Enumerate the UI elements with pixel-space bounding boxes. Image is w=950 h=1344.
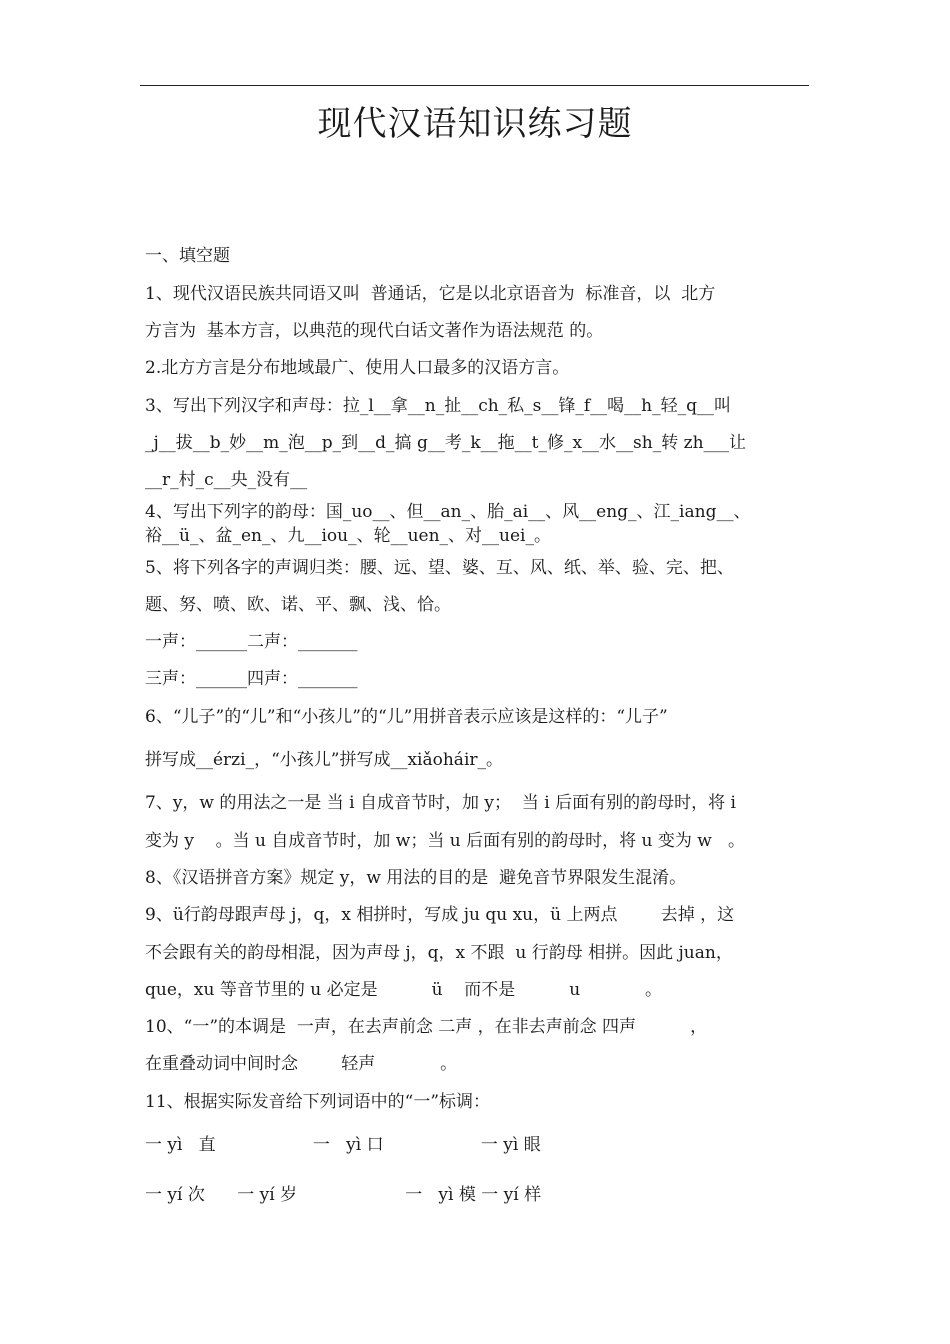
question-3-line-3: __r_村_c__央_没有__: [145, 470, 308, 490]
question-7-line-1: 7、y，w 的用法之一是 当 i 自成音节时，加 y； 当 i 后面有别的韵母时，将 i: [145, 793, 736, 813]
question-7-line-2: 变为 y 。当 u 自成音节时，加 w；当 u 后面有别的韵母时，将 u 变为 w 。: [145, 831, 746, 851]
question-3-line-1: 3、写出下列汉字和声母：拉_l__拿__n_扯__ch_私_s__锋_f__喝__h_轻_q__叫: [145, 396, 732, 416]
question-11: 11、根据实际发音给下列词语中的“一”标调：: [145, 1092, 491, 1112]
tone-row-2: 三声：______四声：_______: [145, 669, 358, 689]
tone-row-1: 一声：______二声：_______: [145, 632, 358, 652]
question-1-line-2: 方言为 基本方言，以典范的现代白话文著作为语法规范 的。: [145, 321, 604, 341]
question-5-line-1: 5、将下列各字的声调归类：腰、远、望、婆、互、风、纸、举、验、完、把、: [145, 558, 734, 578]
question-9-line-1: 9、ü行韵母跟声母 j，q，x 相拼时，写成 ju qu xu，ü 上两点 去掉 ，这: [145, 905, 735, 925]
question-10-line-2: 在重叠动词中间时念 轻声 。: [145, 1054, 458, 1074]
header-rule: [140, 85, 809, 86]
question-11-row-2: 一 yí 次 一 yí 岁 一 yì 模 一 yí 样: [145, 1185, 542, 1205]
question-1-line-1: 1、现代汉语民族共同语又叫 普通话，它是以北京语音为 标准音，以 北方: [145, 284, 716, 304]
question-11-row-1: 一 yì 直 一 yì 口 一 yì 眼: [145, 1135, 541, 1155]
question-4-line-2: 裕__ü_、盆_en_、九__iou_、轮__uen_、对__uei_。: [145, 526, 551, 546]
question-8: 8、《汉语拼音方案》规定 y，w 用法的目的是 避免音节界限发生混淆。: [145, 868, 687, 888]
section-heading: 一、填空题: [145, 246, 230, 266]
question-4-line-1: 4、写出下列字的韵母：国_uo__、但__an_、胎_ai__、风__eng_、江_iang__、: [145, 502, 751, 522]
question-2: 2.北方方言是分布地域最广、使用人口最多的汉语方言。: [145, 358, 570, 378]
question-9-line-3: que，xu 等音节里的 u 必定是 ü 而不是 u 。: [145, 980, 663, 1000]
question-6-line-1: 6、“儿子”的“儿”和“小孩儿”的“儿”用拼音表示应该是这样的：“儿子”: [145, 707, 668, 727]
question-5-line-2: 题、努、喷、欧、诺、平、飘、浅、恰。: [145, 595, 451, 615]
question-6-line-2: 拼写成__érzi_，“小孩儿”拼写成__xiǎoháir_。: [145, 750, 504, 770]
question-9-line-2: 不会跟有关的韵母相混，因为声母 j，q，x 不跟 u 行韵母 相拼。因此 juan，: [145, 943, 733, 963]
page-title: 现代汉语知识练习题: [317, 104, 633, 144]
question-10-line-1: 10、“一”的本调是 一声，在去声前念 二声 ，在非去声前念 四声 ，: [145, 1017, 708, 1037]
question-3-line-2: _j__拔__b_妙__m_泡__p_到__d_搞 g__考_k__拖__t_修_x__水__sh_转 zh___让: [145, 433, 747, 453]
